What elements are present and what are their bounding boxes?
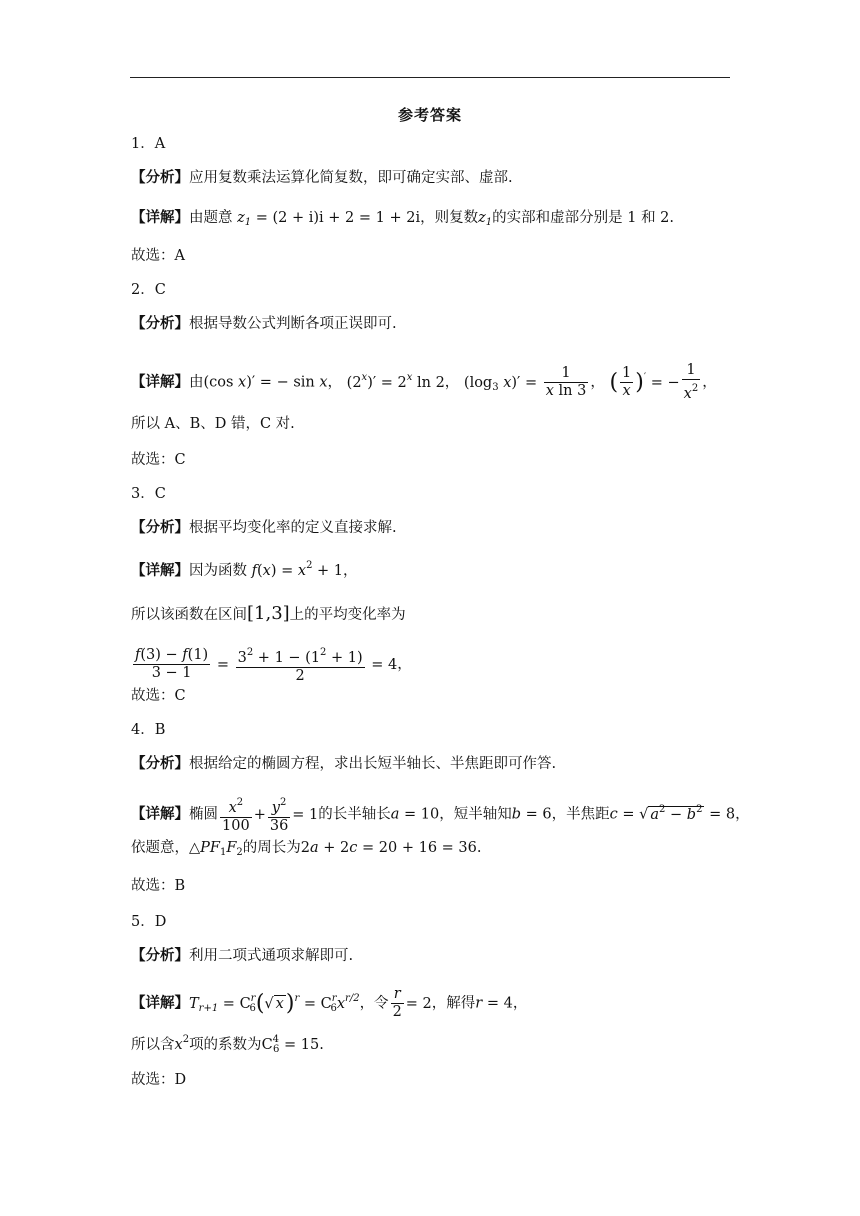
- q5-x2: $x^2$: [174, 1034, 190, 1053]
- q2-formula-log: ($\log_3$ x)′ = $\frac{1}{\text{x ln 3}}$: [463, 365, 587, 399]
- q1-detail-lead: 由题意: [189, 210, 233, 226]
- detail-tag: 【详解】: [131, 209, 189, 226]
- q5-analysis: [131, 946, 353, 966]
- q4-number: 4．B: [131, 722, 166, 738]
- analysis-tag: 【分析】: [131, 519, 189, 536]
- q3-rate-formula: $\frac{f(3) - f(1)}{3 - 1}$ = $\frac{3^2 + 1 - (1^2 + 1)}{2}$ = 4: [131, 657, 397, 673]
- q5-conclusion-mid: 项的系数为: [189, 1037, 262, 1053]
- q4-a: a = 10: [390, 806, 440, 823]
- q4-analysis: [131, 754, 556, 774]
- q3-analysis: [131, 518, 397, 538]
- q5-number: 5．D: [131, 914, 167, 930]
- analysis-tag: 【分析】: [131, 947, 189, 964]
- q1-analysis-text: 应用复数乘法运算化简复数，即可确定实部、虚部.: [189, 170, 513, 186]
- analysis-tag: 【分析】: [131, 755, 189, 772]
- q4-detail-b: ，短半轴知: [439, 806, 512, 823]
- q2-analysis: [131, 314, 397, 334]
- q2-answer: 故选：C: [131, 452, 186, 468]
- q4-answer: 故选：B: [131, 878, 186, 894]
- q5-detail-solve: ，解得: [431, 995, 476, 1012]
- q4-detail: 【详解】椭圆 $\frac{x^2}{100}$ + $\frac{y^2}{36}$ = 1的长半轴长a = 10，短半轴知b = 6，半焦距c = √ $a^2 - b^2 = 8$，: [131, 794, 750, 835]
- q2-formula-recip: ( $\frac{1}{x}$ )′ = − $\frac{1}{x^2}$: [609, 362, 699, 402]
- q3-detail: 【详解】因为函数 $f(x) = x^2 + 1$，: [131, 560, 358, 579]
- header-rule: [130, 77, 730, 78]
- q3-detail-lead: 因为函数: [189, 563, 247, 579]
- q1-detail: [131, 208, 674, 233]
- q3-number: 3．C: [131, 486, 166, 502]
- q1-detail-tail: 的实部和虚部分别是 1 和 2.: [492, 210, 675, 226]
- q3-formula: $f(x) = x^2 + 1$: [251, 560, 344, 579]
- detail-tag: 【详解】: [131, 373, 189, 391]
- q2-detail-lead: 由: [189, 374, 204, 391]
- q5-term-formula: $T_{r+1} = C^r_6(√$ $x)^r = C^r_6x^{r/2}$: [189, 990, 360, 1016]
- q4-triangle: $\triangle PF_1F_2$: [189, 840, 243, 858]
- q4-detail-lead: 椭圆: [189, 806, 218, 823]
- q3-interval: [1,3]: [247, 603, 290, 624]
- detail-tag: 【详解】: [131, 805, 189, 823]
- page-title: 参考答案: [397, 106, 462, 124]
- q4-analysis-text: 根据给定的椭圆方程，求出长短半轴长、半焦距即可作答.: [189, 756, 557, 772]
- q5-analysis-text: 利用二项式通项求解即可.: [189, 948, 354, 964]
- q4-c: c = √ $a^2 - b^2 = 8$: [609, 803, 736, 823]
- q1-number: 1．A: [131, 136, 166, 152]
- q5-detail: 【详解】$T_{r+1} = C^r_6(√$ $x)^r = C^r_6x^{r/2}$，令 $\frac{r}{2}$ = 2，解得r = 4，: [131, 986, 528, 1020]
- q3-interval-lead: 所以该函数在区间: [131, 607, 247, 623]
- q5-conclusion-lead: 所以含: [131, 1037, 175, 1053]
- q3-interval: [131, 604, 406, 625]
- q5-coefficient: $C^4_6 = 15$.: [261, 1034, 324, 1055]
- detail-tag: 【详解】: [131, 562, 189, 579]
- q1-answer: 故选：A: [131, 248, 185, 264]
- q5-detail-let: ，令: [359, 995, 389, 1012]
- q2-number: 2．C: [131, 282, 166, 298]
- q4-conclusion-lead: 依题意，: [131, 840, 189, 856]
- q4-ellipse: $\frac{x^2}{100}$ + $\frac{y^2}{36}$ = 1: [218, 807, 318, 823]
- q2-detail: 【详解】由(cos x)′ = − sin x， $(2^x)' = 2^x$ ln 2， ($\log_3$ x)′ = $\frac{1}{\text{x ln 3}}$ ， ( $\frac{1}{x}$ )′ = − $\frac{1}{x^2}$ ，: [131, 362, 717, 402]
- q3-analysis-text: 根据平均变化率的定义直接求解.: [189, 520, 397, 536]
- q2-conclusion: 所以 A、B、D 错，C 对.: [131, 416, 295, 432]
- q4-perimeter: 2a + 2c = 20 + 16 = 36.: [300, 840, 482, 856]
- q3-interval-tail: 上的平均变化率为: [289, 607, 406, 623]
- q3-computation: $\frac{f(3) - f(1)}{3 - 1}$ = $\frac{3^2 + 1 - (1^2 + 1)}{2}$ = 4，: [131, 644, 412, 685]
- q5-condition: $\frac{r}{2}$ = 2: [392, 986, 432, 1020]
- q2-analysis-text: 根据导数公式判断各项正误即可.: [189, 316, 397, 332]
- q5-r: r = 4: [475, 995, 513, 1012]
- q4-detail-a: 的长半轴长: [318, 806, 391, 823]
- q2-formula-cos: (cos x)′ = − sin x: [203, 374, 328, 391]
- analysis-tag: 【分析】: [131, 315, 189, 332]
- q4-conclusion: [131, 838, 481, 863]
- q4-detail-c: ，半焦距: [551, 806, 610, 823]
- q2-formula-exp: $(2^x)' = 2^x$ ln 2: [346, 371, 445, 391]
- detail-tag: 【详解】: [131, 994, 189, 1012]
- q5-conclusion: [131, 1030, 324, 1060]
- q1-z1: $z_1$: [478, 210, 493, 228]
- q4-conclusion-mid: 的周长为: [242, 840, 301, 856]
- q3-answer: 故选：C: [131, 688, 186, 704]
- q1-detail-mid: ，则复数: [420, 210, 479, 226]
- q4-b: b = 6: [511, 806, 552, 823]
- q5-answer: 故选：D: [131, 1072, 187, 1088]
- q1-formula: $z_1 = (2 + i)i + 2 = 1 + 2i$: [237, 210, 421, 228]
- q1-analysis: [131, 168, 513, 188]
- analysis-tag: 【分析】: [131, 169, 189, 186]
